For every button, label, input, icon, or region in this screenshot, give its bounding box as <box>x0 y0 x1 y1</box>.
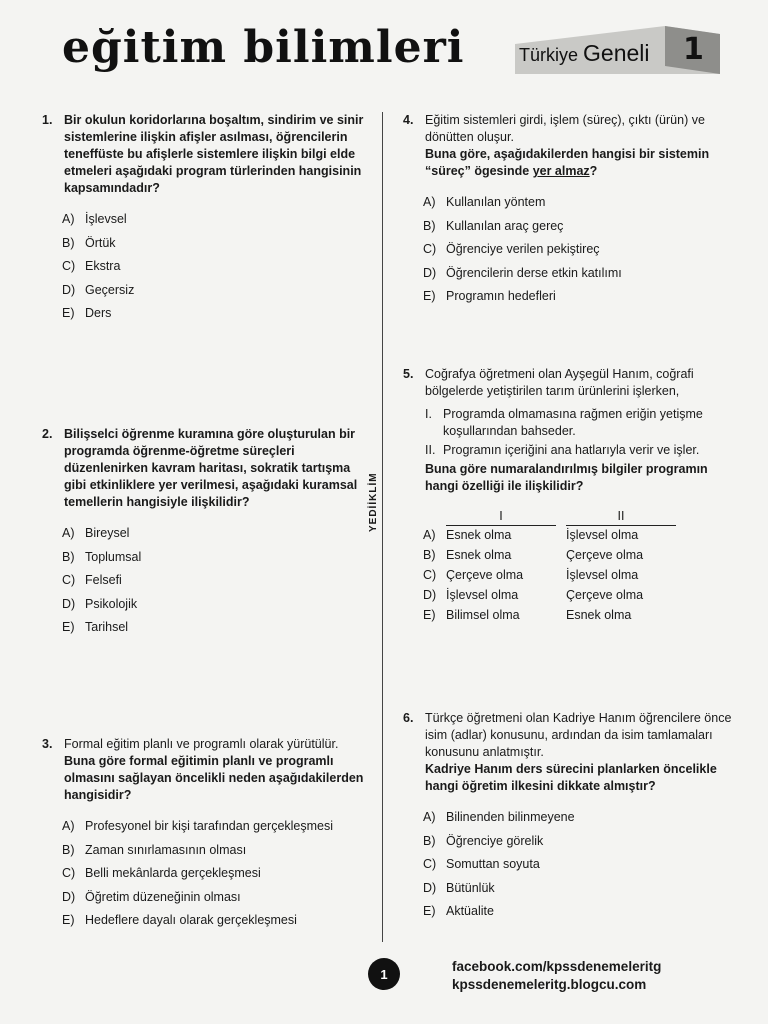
banner-main: Geneli <box>583 40 650 66</box>
option-letter: B) <box>62 549 75 564</box>
numbered-item-1 <box>425 406 733 440</box>
footer-facebook-link[interactable]: facebook.com/kpssdenemeleritg <box>452 959 662 974</box>
option-e[interactable] <box>62 305 364 321</box>
option-text: Bütünlük <box>446 880 495 895</box>
question-number: 2. <box>42 427 53 441</box>
option-text: Toplumsal <box>85 549 142 564</box>
page-number-badge: 1 <box>368 958 400 990</box>
option-col2: Çerçeve olma <box>566 588 644 602</box>
option-letter: D) <box>62 596 76 611</box>
numbered-items <box>425 406 733 459</box>
question-stem <box>403 710 733 795</box>
option-d[interactable] <box>423 586 676 606</box>
question-intro: Coğrafya öğretmeni olan Ayşegül Hanım, coğrafi bölgelerde yetiştirilen tarım ürünlerini işlerken, <box>425 367 694 398</box>
question-number: 4. <box>403 113 414 127</box>
option-text: Profesyonel bir kişi tarafından gerçekleşmesi <box>85 819 334 833</box>
footer-links <box>452 958 661 994</box>
option-c[interactable] <box>423 566 676 586</box>
option-e[interactable] <box>423 903 733 919</box>
question-2 <box>42 426 364 643</box>
option-text: Kullanılan yöntem <box>446 195 546 209</box>
matching-table <box>423 509 676 626</box>
prompt-end: ? <box>589 164 598 178</box>
option-text: İşlevsel <box>85 212 127 226</box>
option-text: Programın hedefleri <box>446 289 556 303</box>
option-letter: D) <box>62 889 76 904</box>
option-letter: A) <box>423 810 436 824</box>
question-prompt: Bir okulun koridorlarına boşaltım, sindirim ve sinir sistemlerine ilişkin afişler asılması, öğrencilerin teneffüste bu afişlerle sistemlere ilişkin bilgi elde etmeleri aşağıdaki program türlerinden hangisinin kapsamındadır? <box>64 113 364 195</box>
question-4 <box>403 112 733 312</box>
question-stem <box>403 112 733 180</box>
option-letter: B) <box>62 235 75 250</box>
option-col2: İşlevsel olma <box>566 568 639 582</box>
prompt-underlined: yer almaz <box>532 164 590 178</box>
answer-options <box>403 194 733 304</box>
option-letter: C) <box>62 259 76 273</box>
option-letter: B) <box>423 833 436 848</box>
question-number: 1. <box>42 113 53 127</box>
option-e[interactable] <box>62 912 364 928</box>
prompt-text: Buna göre, aşağıdakilerden hangisi bir sistemin “süreç” ögesinde <box>425 147 710 178</box>
question-prompt: Bilişselci öğrenme kuramına göre oluşturulan bir programda öğrenme-öğretme süreçleri düzenlenirken kavram haritası, sokratik tartışma gibi etkinliklere yer verilmesi, aşağıdaki kuramsal temellerin hangisiyle ilişkilidir? <box>64 427 358 509</box>
option-text: Kullanılan araç gereç <box>446 218 564 233</box>
option-b[interactable] <box>423 546 676 566</box>
option-a[interactable] <box>423 194 733 210</box>
option-letter: C) <box>62 573 76 587</box>
question-5 <box>403 366 733 626</box>
header-banner <box>515 22 720 74</box>
option-text: Örtük <box>85 235 116 250</box>
option-b[interactable] <box>62 842 364 858</box>
question-stem <box>42 426 364 511</box>
option-d[interactable] <box>423 265 733 281</box>
question-stem <box>42 112 364 197</box>
option-text: Ekstra <box>85 259 121 273</box>
option-a[interactable] <box>62 818 364 834</box>
banner-text <box>519 40 650 67</box>
option-d[interactable] <box>62 889 364 905</box>
option-e[interactable] <box>423 606 676 626</box>
option-text: Somuttan soyuta <box>446 857 540 871</box>
option-b[interactable] <box>423 833 733 849</box>
option-text: Felsefi <box>85 573 122 587</box>
option-text: Hedeflere dayalı olarak gerçekleşmesi <box>85 913 297 927</box>
option-text: Öğrenciye verilen pekiştireç <box>446 242 600 256</box>
question-stem <box>403 366 733 400</box>
column-header-i: I <box>446 509 556 526</box>
option-a[interactable] <box>423 526 676 547</box>
question-prompt-block <box>403 461 733 495</box>
matching-header-row <box>423 509 676 526</box>
option-a[interactable] <box>62 211 364 227</box>
question-prompt <box>425 147 709 178</box>
option-letter: C) <box>423 242 437 256</box>
option-text: Geçersiz <box>85 282 135 297</box>
question-3 <box>42 736 364 936</box>
option-letter: E) <box>423 289 436 303</box>
option-letter: E) <box>62 620 75 634</box>
option-col2: Çerçeve olma <box>566 548 644 562</box>
option-d[interactable] <box>62 282 364 298</box>
option-b[interactable] <box>423 218 733 234</box>
question-prompt: Buna göre numaralandırılmış bilgiler programın hangi özelliği ile ilişkilidir? <box>425 462 708 493</box>
answer-options <box>42 211 364 321</box>
question-number: 5. <box>403 367 414 381</box>
option-text: Zaman sınırlamasının olması <box>85 842 247 857</box>
item-numeral: II. <box>425 443 436 457</box>
option-text: Bilinenden bilinmeyene <box>446 810 575 824</box>
option-text: Öğrenciye görelik <box>446 833 544 848</box>
option-e[interactable] <box>62 619 364 635</box>
answer-options <box>42 818 364 928</box>
item-numeral: I. <box>425 407 432 421</box>
option-c[interactable] <box>62 572 364 588</box>
option-letter: E) <box>62 306 75 320</box>
option-e[interactable] <box>423 288 733 304</box>
option-c[interactable] <box>423 241 733 257</box>
question-prompt: Buna göre formal eğitimin planlı ve programlı olmasını sağlayan öncelikli neden aşağıdakilerden hangisidir? <box>64 754 364 802</box>
option-c[interactable] <box>423 856 733 872</box>
column-header-ii: II <box>566 509 676 526</box>
question-prompt: Kadriye Hanım ders sürecini planlarken öncelikle hangi öğretim ilkesini dikkate almıştır? <box>425 762 717 793</box>
answer-options <box>403 809 733 919</box>
option-letter: C) <box>423 568 437 582</box>
option-letter: C) <box>423 857 437 871</box>
option-letter: B) <box>423 218 436 233</box>
option-col1: Esnek olma <box>446 528 512 542</box>
side-label: YEDİİKLİM <box>368 469 379 535</box>
option-text: Tarihsel <box>85 620 129 634</box>
question-number: 6. <box>403 711 414 725</box>
option-letter: E) <box>423 608 436 622</box>
option-text: Ders <box>85 306 112 320</box>
option-text: Bireysel <box>85 526 130 540</box>
option-col2: Esnek olma <box>566 608 632 622</box>
option-c[interactable] <box>62 258 364 274</box>
option-a[interactable] <box>62 525 364 541</box>
question-number: 3. <box>42 737 53 751</box>
option-letter: D) <box>423 588 437 602</box>
answer-options <box>42 525 364 635</box>
option-letter: A) <box>62 819 75 833</box>
option-letter: D) <box>62 282 76 297</box>
option-col1: Çerçeve olma <box>446 568 524 582</box>
banner-number: 1 <box>683 32 704 67</box>
question-intro: Eğitim sistemleri girdi, işlem (süreç), çıktı (ürün) ve dönütten oluşur. <box>425 113 705 144</box>
page-title: eğitim bilimleri <box>62 22 465 73</box>
option-letter: D) <box>423 880 437 895</box>
option-letter: A) <box>423 527 436 542</box>
option-b[interactable] <box>62 235 364 251</box>
question-intro: Formal eğitim planlı ve programlı olarak yürütülür. <box>64 737 339 751</box>
option-col1: Bilimsel olma <box>446 608 520 622</box>
option-letter: A) <box>423 195 436 209</box>
column-divider <box>382 112 383 942</box>
option-d[interactable] <box>62 596 364 612</box>
option-d[interactable] <box>423 880 733 896</box>
option-letter: C) <box>62 866 76 880</box>
option-col1: İşlevsel olma <box>446 588 519 602</box>
option-col2: İşlevsel olma <box>566 528 639 542</box>
question-intro: Türkçe öğretmeni olan Kadriye Hanım öğrencilere önce isim (adlar) konusunu, ardından da isim tamlamaları konusunu anlatmıştır. <box>425 711 732 759</box>
question-stem <box>42 736 364 804</box>
option-letter: B) <box>423 548 436 562</box>
option-text: Psikolojik <box>85 596 138 611</box>
banner-prefix: Türkiye <box>519 45 579 65</box>
option-text: Aktüalite <box>446 904 494 918</box>
option-letter: B) <box>62 842 75 857</box>
option-b[interactable] <box>62 549 364 565</box>
question-6 <box>403 710 733 927</box>
option-letter: D) <box>423 265 437 280</box>
option-letter: A) <box>62 212 75 226</box>
item-text: Programda olmamasına rağmen eriğin yetişme koşullarından bahseder. <box>443 407 703 438</box>
option-text: Öğrencilerin derse etkin katılımı <box>446 265 622 280</box>
option-letter: E) <box>423 904 436 918</box>
option-letter: E) <box>62 913 75 927</box>
option-a[interactable] <box>423 809 733 825</box>
item-text: Programın içeriğini ana hatlarıyla verir ve işler. <box>443 443 700 457</box>
question-1 <box>42 112 364 329</box>
option-col1: Esnek olma <box>446 548 512 562</box>
footer-blog-link[interactable]: kpssdenemeleritg.blogcu.com <box>452 977 647 992</box>
option-text: Belli mekânlarda gerçekleşmesi <box>85 866 261 880</box>
numbered-item-2 <box>425 442 733 459</box>
option-c[interactable] <box>62 865 364 881</box>
option-text: Öğretim düzeneğinin olması <box>85 889 241 904</box>
option-letter: A) <box>62 526 75 540</box>
